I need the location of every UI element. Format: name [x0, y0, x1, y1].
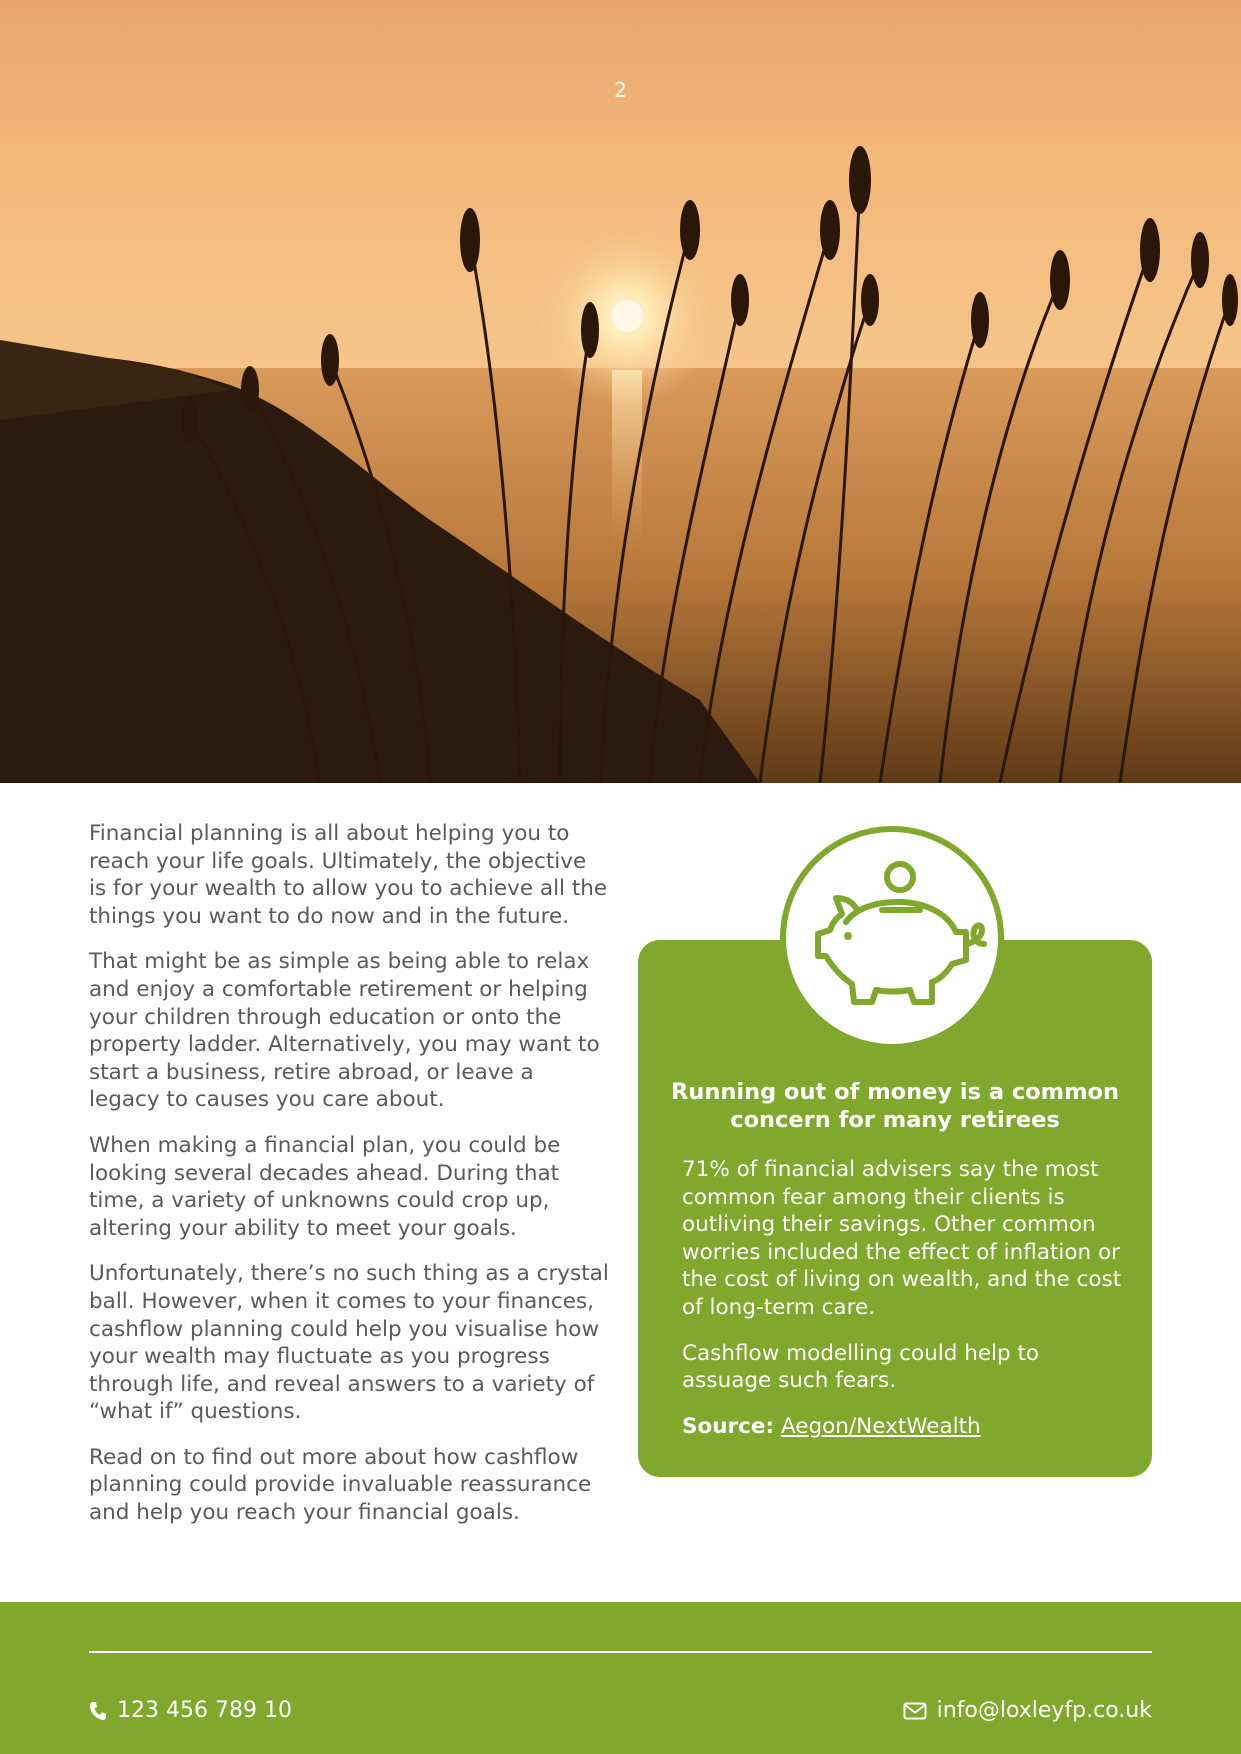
intro-paragraph: Read on to find out more about how cashflow planning could provide invaluable reassurance and help you reach your financial goals. [89, 1444, 592, 1526]
intro-paragraph: When making a financial plan, you could be looking several decades ahead. During that time, a variety of unknowns could crop up, altering your ability to meet your goals. [89, 1132, 561, 1241]
intro-paragraph: Financial planning is all about helping you to reach your life goals. Ultimately, the objective is for your wealth to allow you to achieve all the things you want to do now and in the future. [89, 821, 608, 929]
footer-divider [89, 1651, 1152, 1653]
footer [0, 1602, 1241, 1754]
callout-body [682, 1156, 1122, 1458]
callout-paragraph: 71% of financial advisers say the most common fear among their clients is outliving their savings. Other common worries included the effect of inflation or the cost of living on wealth, and the cost of long-term care. [682, 1157, 1122, 1320]
envelope-icon [903, 1702, 927, 1720]
sunset-photo [0, 0, 1241, 783]
footer-phone[interactable] [89, 1698, 292, 1724]
source-label: Source: [682, 1413, 775, 1439]
source-link[interactable]: Aegon/NextWealth [780, 1413, 981, 1439]
piggy-bank-badge [780, 826, 1004, 1050]
email-address: info@loxleyfp.co.uk [936, 1698, 1152, 1723]
intro-paragraph: Unfortunately, there’s no such thing as a crystal ball. However, when it comes to your finances, cashflow planning could help you visualise how your wealth may fluctuate as you progress through life, and reveal answers to a variety of “what if” questions. [89, 1261, 609, 1425]
piggy-bank-icon [786, 832, 998, 1044]
callout-source [682, 1413, 1122, 1441]
phone-number: 123 456 789 10 [117, 1698, 292, 1723]
callout-paragraph: Cashflow modelling could help to assuage such fears. [682, 1340, 1040, 1394]
callout-title: Running out of money is a common concern for many retirees [671, 1079, 1119, 1133]
intro-paragraph: That might be as simple as being able to relax and enjoy a comfortable retirement or helping your children through education or onto the property ladder. Alternatively, you may want to start a business, retire abroad, or leave a legacy to causes you care about. [89, 949, 600, 1113]
hero-image [0, 0, 1241, 783]
footer-email[interactable] [903, 1698, 1152, 1724]
intro-text [89, 820, 609, 1545]
phone-icon [89, 1701, 107, 1721]
page-number: 2 [614, 78, 627, 102]
